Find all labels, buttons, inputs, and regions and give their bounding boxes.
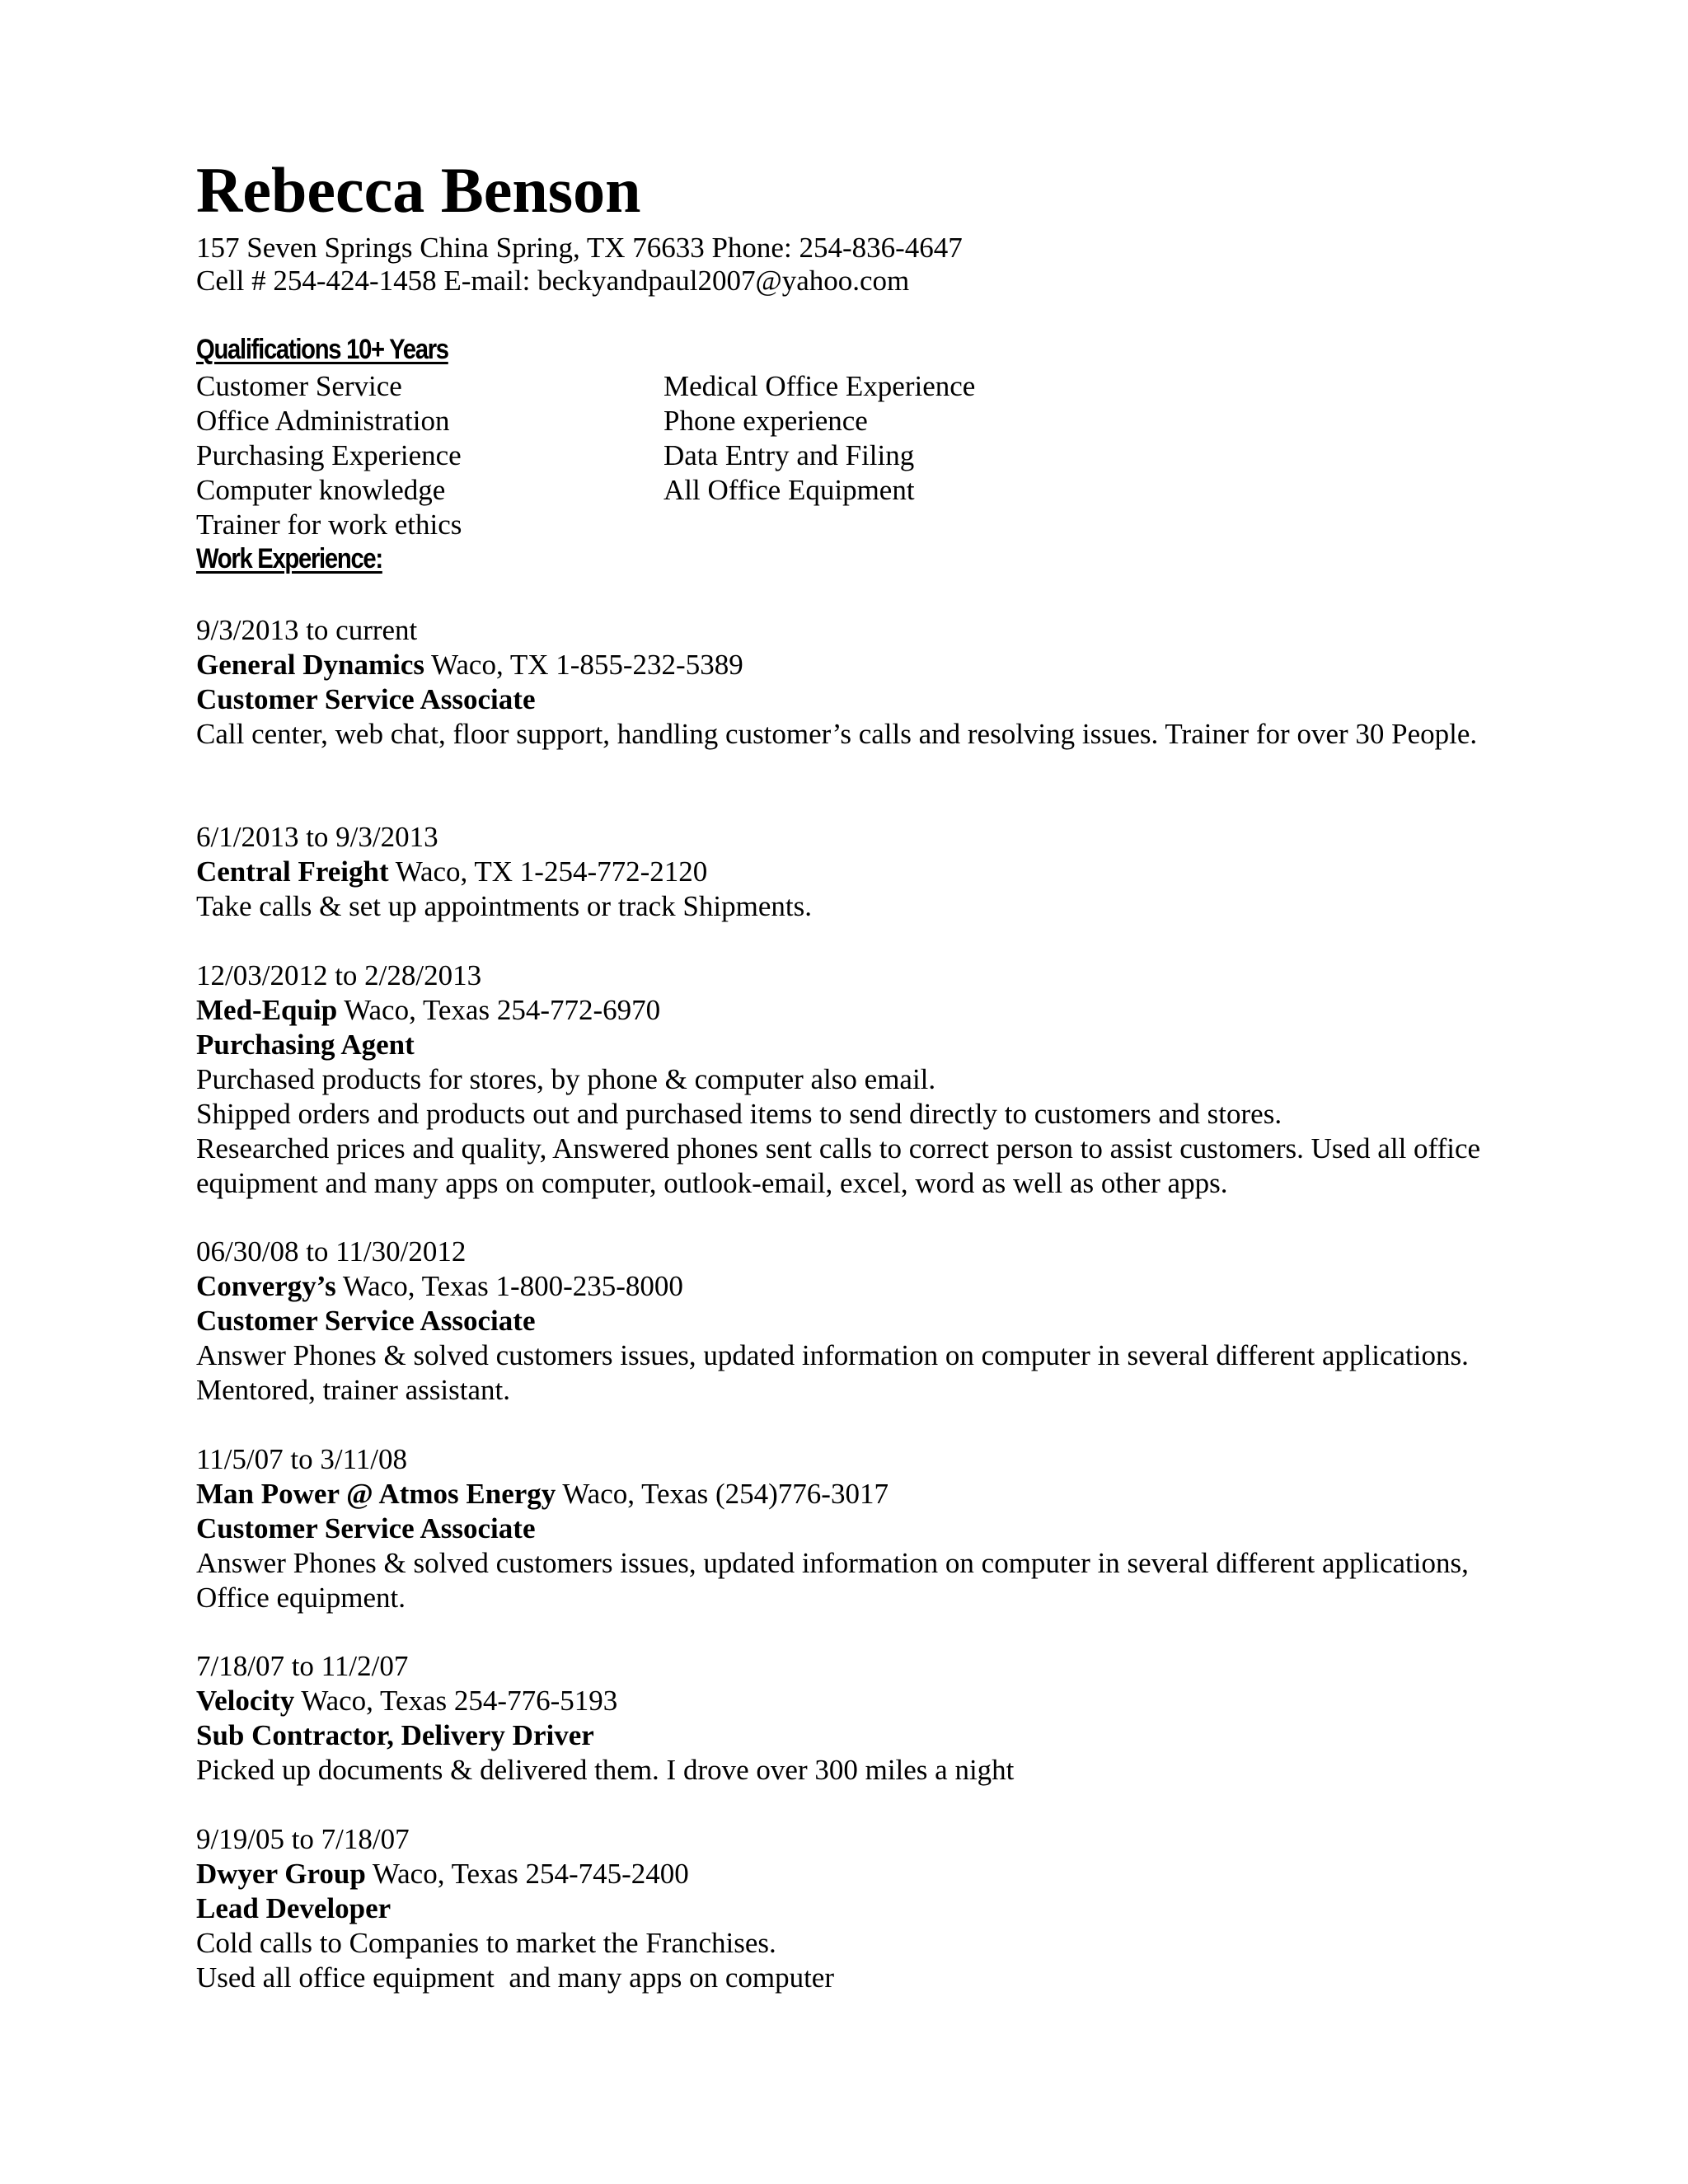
job-entry <box>196 1442 1531 1615</box>
job-title: Lead Developer <box>196 1892 392 1924</box>
qualification-item: Data Entry and Filing <box>663 439 915 471</box>
qualification-item: All Office Equipment <box>663 474 915 506</box>
job-employer <box>196 993 1531 1028</box>
job-entry <box>196 1649 1531 1788</box>
job-dates: 11/5/07 to 3/11/08 <box>196 1443 408 1475</box>
job-description: Answer Phones & solved customers issues, updated information on computer in several different applications, Office equipment. <box>196 1547 1469 1614</box>
company-location: Waco, Texas (254)776-3017 <box>556 1478 889 1510</box>
qualification-item: Medical Office Experience <box>663 370 976 402</box>
company-location: Waco, TX 1-855-232-5389 <box>424 649 743 681</box>
qualification-item: Trainer for work ethics <box>196 509 462 541</box>
job-title: Sub Contractor, Delivery Driver <box>196 1719 594 1751</box>
contact-line: Cell # 254-424-1458 E-mail: beckyandpaul2007@yahoo.com <box>196 265 910 297</box>
company-location: Waco, TX 1-254-772-2120 <box>388 855 708 888</box>
job-entry <box>196 820 1531 924</box>
company-name: Dwyer Group <box>196 1858 366 1890</box>
job-description: Call center, web chat, floor support, handling customer’s calls and resolving issues. Trainer for over 30 People. <box>196 718 1478 750</box>
address-line: 157 Seven Springs China Spring, TX 76633 Phone: 254-836-4647 <box>196 232 963 264</box>
job-employer <box>196 1269 1531 1304</box>
company-name: Central Freight <box>196 855 389 888</box>
company-name: Med-Equip <box>196 994 338 1026</box>
job-dates: 9/3/2013 to current <box>196 614 418 646</box>
company-name: Man Power @ Atmos Energy <box>196 1478 556 1510</box>
job-employer <box>196 1477 1531 1511</box>
job-description: Cold calls to Companies to market the Franchises. Used all office equipment and many apps on computer <box>196 1927 834 1994</box>
company-name: General Dynamics <box>196 649 425 681</box>
job-dates: 9/19/05 to 7/18/07 <box>196 1823 410 1855</box>
job-employer <box>196 648 1531 682</box>
job-description: Picked up documents & delivered them. I drove over 300 miles a night <box>196 1754 1015 1786</box>
job-title: Customer Service Associate <box>196 1512 536 1544</box>
job-entry <box>196 958 1531 1201</box>
qualifications-heading: Qualifications 10+ Years <box>196 334 448 365</box>
job-entry <box>196 613 1531 752</box>
job-employer <box>196 1684 1531 1718</box>
job-dates: 06/30/08 to 11/30/2012 <box>196 1235 467 1268</box>
job-dates: 6/1/2013 to 9/3/2013 <box>196 821 438 853</box>
job-entry <box>196 1822 1531 1995</box>
company-location: Waco, Texas 254-745-2400 <box>365 1858 689 1890</box>
qualification-item: Computer knowledge <box>196 474 446 506</box>
company-name: Velocity <box>196 1685 295 1717</box>
job-description: Answer Phones & solved customers issues, updated information on computer in several different applications. Mentored, trainer assistant. <box>196 1339 1469 1406</box>
qualification-item: Office Administration <box>196 405 450 437</box>
job-title: Customer Service Associate <box>196 683 536 715</box>
applicant-name: Rebecca Benson <box>196 154 641 226</box>
company-location: Waco, Texas 1-800-235-8000 <box>335 1270 683 1302</box>
job-description: Take calls & set up appointments or track Shipments. <box>196 890 812 922</box>
company-location: Waco, Texas 254-776-5193 <box>294 1685 618 1717</box>
company-name: Convergy’s <box>196 1270 336 1302</box>
work-experience-heading: Work Experience: <box>196 543 382 574</box>
qualification-item: Customer Service <box>196 370 402 402</box>
job-employer <box>196 855 1531 889</box>
job-dates: 7/18/07 to 11/2/07 <box>196 1650 409 1682</box>
job-description: Purchased products for stores, by phone & computer also email. Shipped orders and products out and purchased items to send directly to customers and stores. Researched prices and quality, Answered phones sent calls to correct person to assist customers. Used all office equipment and many apps on computer, outlook-email, excel, word as well as other apps. <box>196 1063 1481 1199</box>
job-title: Purchasing Agent <box>196 1029 415 1061</box>
job-title: Customer Service Associate <box>196 1305 536 1337</box>
qualification-item: Purchasing Experience <box>196 439 462 471</box>
job-employer <box>196 1857 1531 1891</box>
job-dates: 12/03/2012 to 2/28/2013 <box>196 959 482 991</box>
qualification-item: Phone experience <box>663 405 868 437</box>
company-location: Waco, Texas 254-772-6970 <box>337 994 661 1026</box>
job-entry <box>196 1235 1531 1408</box>
